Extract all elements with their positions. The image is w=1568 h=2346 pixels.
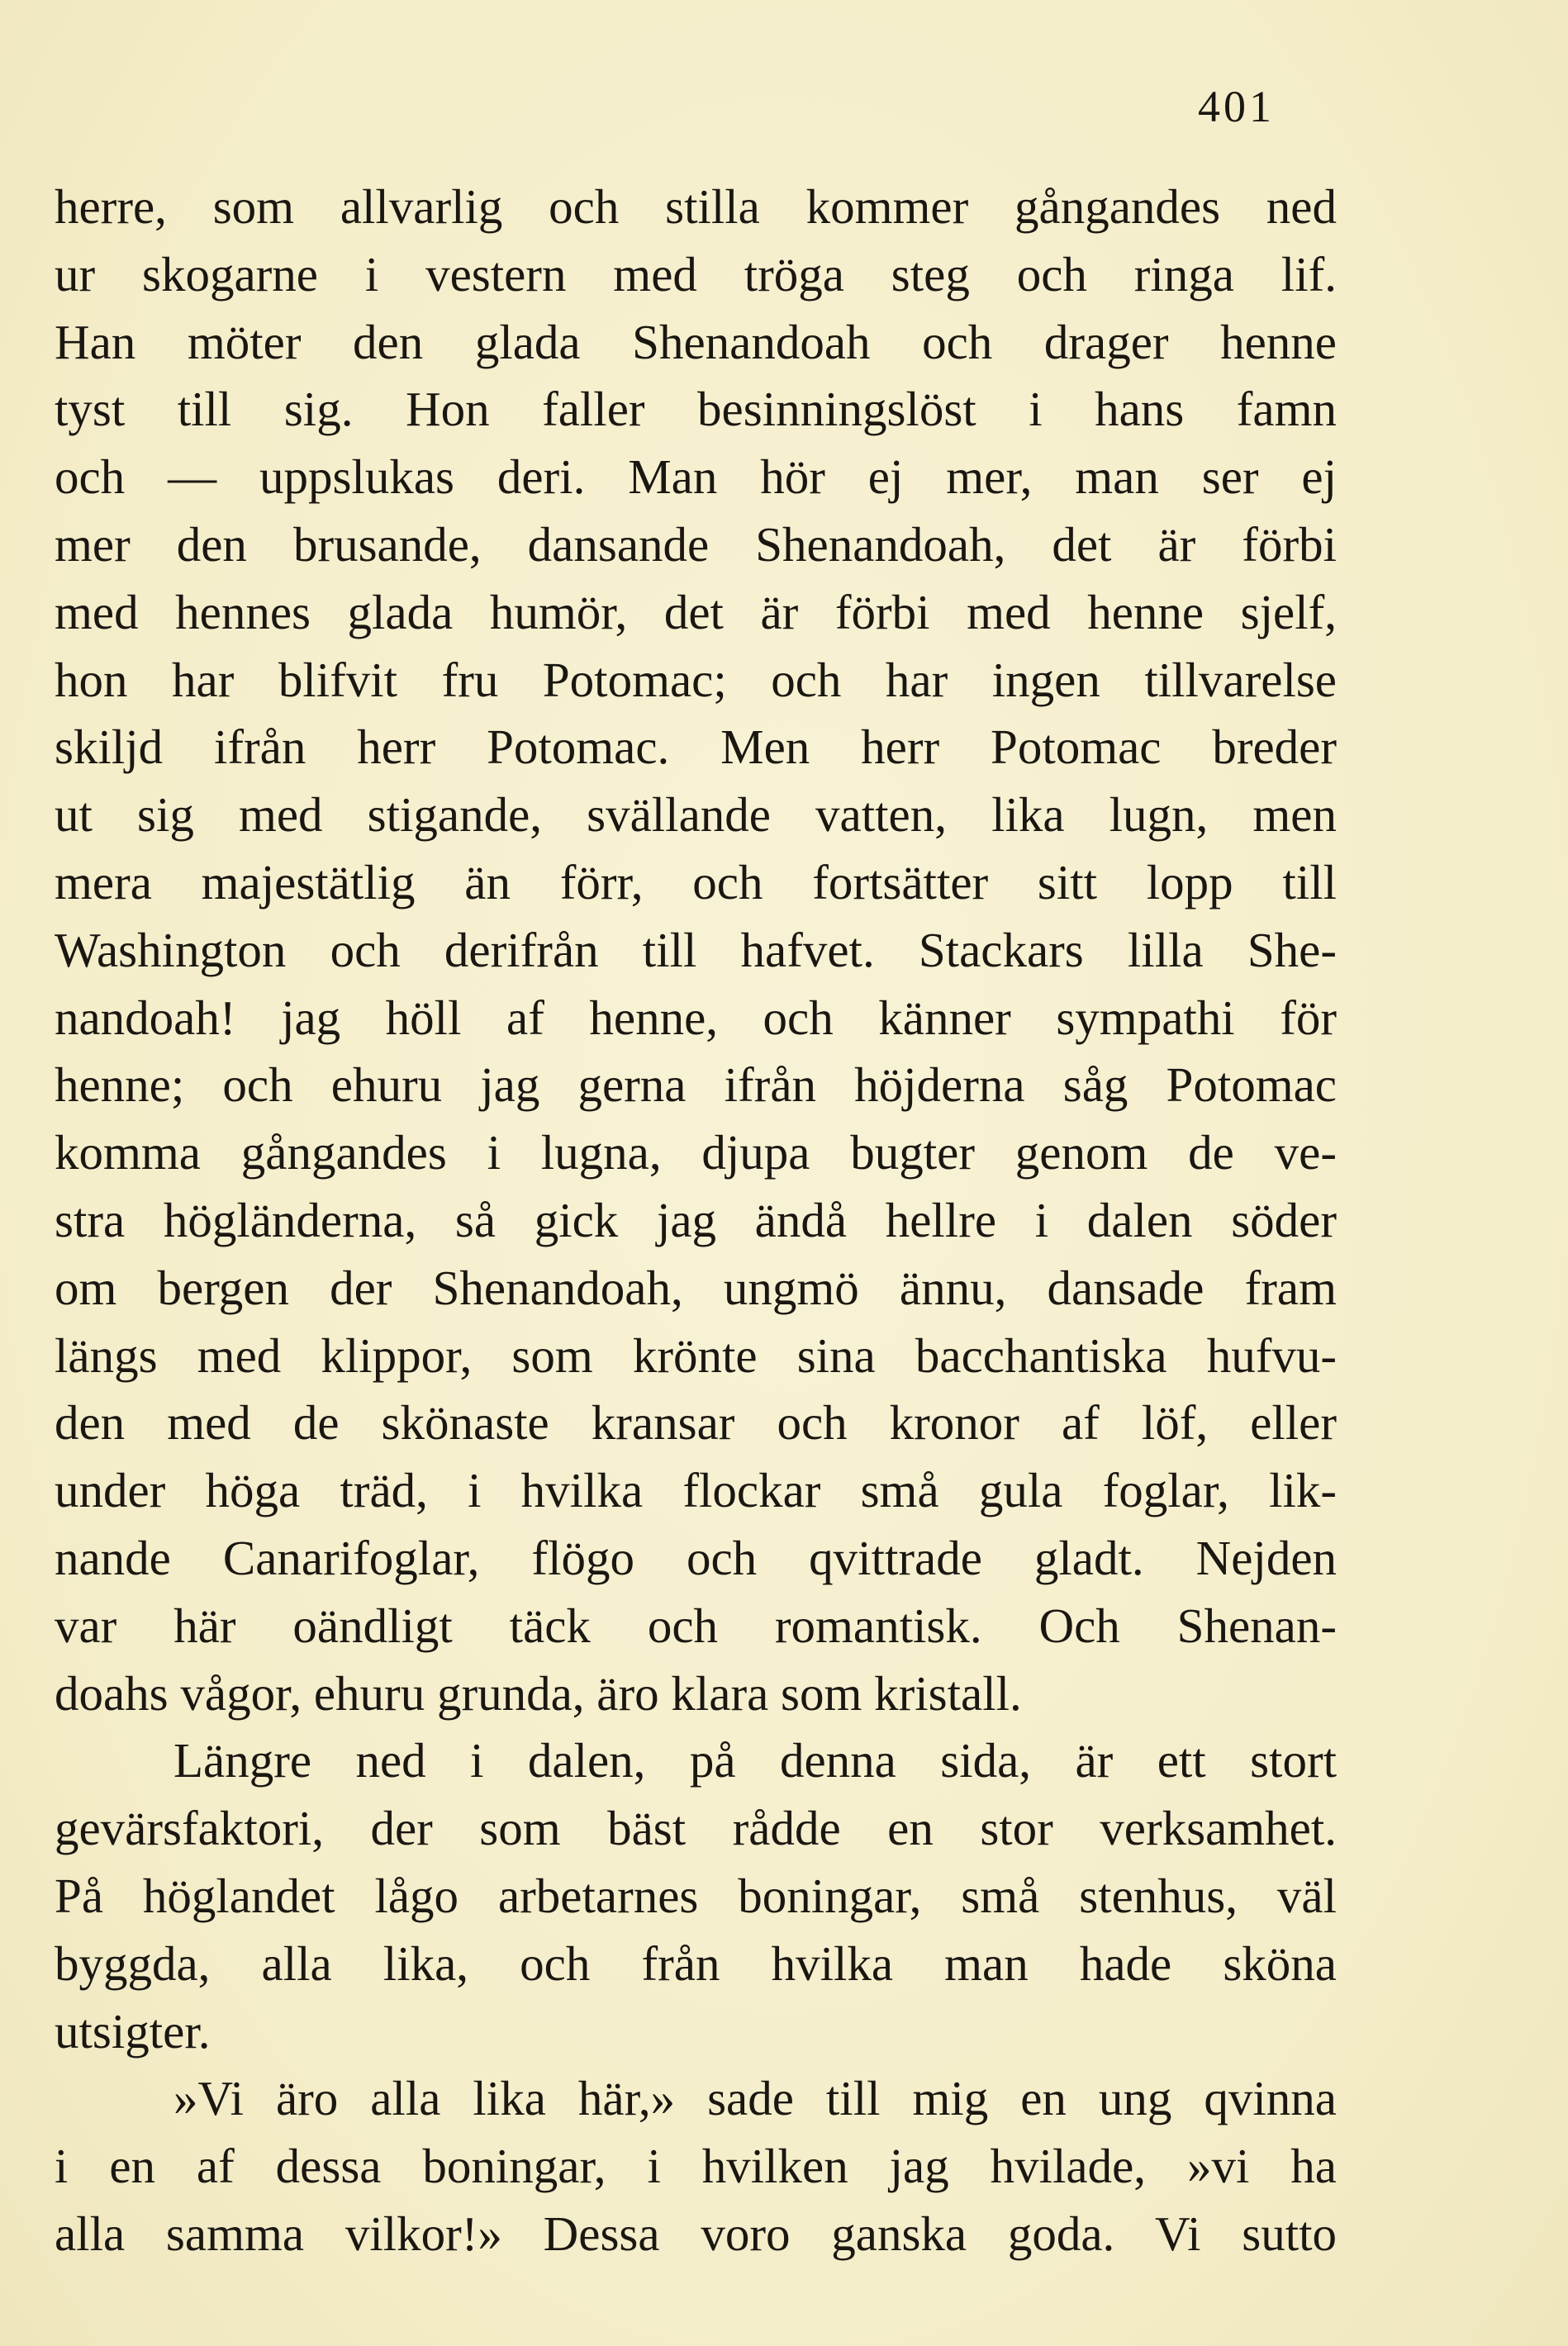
text-line: »Vi äro alla lika här,» sade till mig en ung qvinna: [173, 2071, 1337, 2126]
text-line: nande Canarifoglar, flögo och qvittrade gladt. Nejden: [55, 1530, 1337, 1585]
text-line: Washington och derifrån till hafvet. Stackars lilla She-: [55, 922, 1337, 977]
text-line: i en af dessa boningar, i hvilken jag hvilade, »vi ha: [55, 2139, 1337, 2194]
text-line: med hennes glada humör, det är förbi med henne sjelf,: [55, 584, 1337, 639]
text-line: mer den brusande, dansande Shenandoah, det är förbi: [55, 516, 1337, 572]
text-line: och — uppslukas deri. Man hör ej mer, man ser ej: [55, 449, 1337, 505]
text-line: under höga träd, i hvilka flockar små gula foglar, lik-: [55, 1463, 1337, 1518]
text-line: var här oändligt täck och romantisk. Och Shenan-: [55, 1598, 1337, 1653]
text-line: alla samma vilkor!» Dessa voro ganska goda. Vi sutto: [55, 2206, 1337, 2261]
text-line: utsigter.: [55, 2003, 211, 2059]
text-line: tyst till sig. Hon faller besinningslöst i hans famn: [55, 382, 1337, 437]
text-line: På höglandet lågo arbetarnes boningar, små stenhus, väl: [55, 1868, 1337, 1923]
page-number: 401: [1198, 82, 1275, 131]
text-line: henne; och ehuru jag gerna ifrån höjderna såg Potomac: [55, 1057, 1337, 1113]
text-line: om bergen der Shenandoah, ungmö ännu, dansade fram: [55, 1260, 1337, 1315]
text-line: ur skogarne i vestern med tröga steg och ringa lif.: [55, 246, 1337, 302]
text-line: nandoah! jag höll af henne, och känner sympathi för: [55, 990, 1337, 1045]
text-line: längs med klippor, som krönte sina bacchantiska hufvu-: [55, 1327, 1337, 1383]
text-line: ut sig med stigande, svällande vatten, lika lugn, men: [55, 787, 1337, 843]
text-line: stra högländerna, så gick jag ändå hellre i dalen söder: [55, 1192, 1337, 1247]
text-line: herre, som allvarlig och stilla kommer gångandes ned: [55, 179, 1337, 234]
text-line: skiljd ifrån herr Potomac. Men herr Potomac breder: [55, 719, 1337, 775]
text-line: Han möter den glada Shenandoah och drager henne: [55, 314, 1337, 369]
text-line: den med de skönaste kransar och kronor af löf, eller: [55, 1395, 1337, 1451]
text-line: mera majestätlig än förr, och fortsätter sitt lopp till: [55, 854, 1337, 909]
body-text: [55, 173, 1337, 2268]
text-line: gevärsfaktori, der som bäst rådde en stor verksamhet.: [55, 1801, 1337, 1856]
text-line: Längre ned i dalen, på denna sida, är ett stort: [173, 1733, 1337, 1788]
text-line: hon har blifvit fru Potomac; och har ingen tillvarelse: [55, 652, 1337, 707]
text-line: komma gångandes i lugna, djupa bugter genom de ve-: [55, 1125, 1337, 1180]
text-line: byggda, alla lika, och från hvilka man hade sköna: [55, 1935, 1337, 1991]
text-line: doahs vågor, ehuru grunda, äro klara som kristall.: [55, 1665, 1022, 1721]
